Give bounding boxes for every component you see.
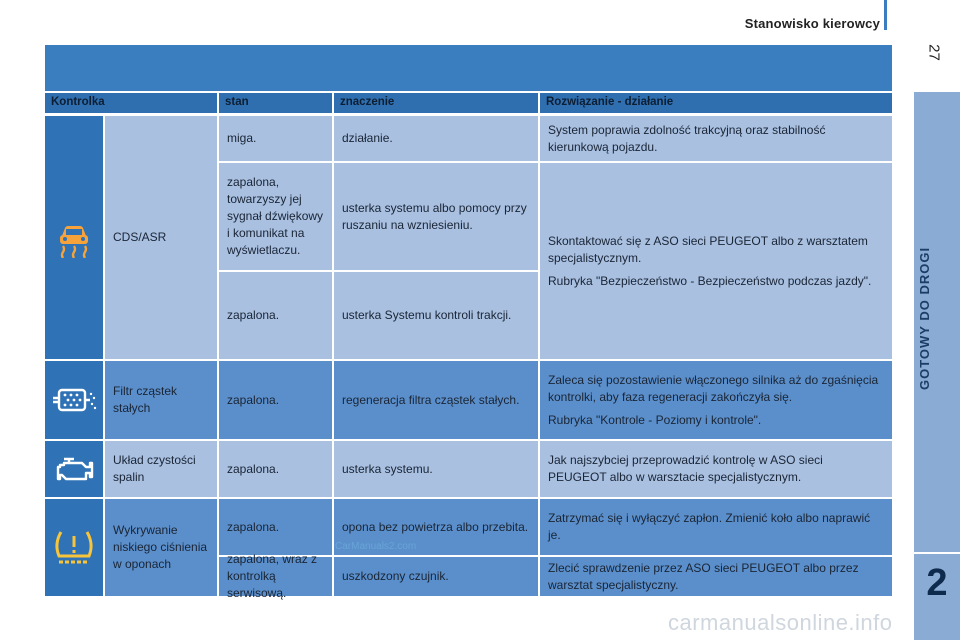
meaning-cell: opona bez powietrza albo przebita. bbox=[334, 499, 538, 555]
engine-icon bbox=[54, 453, 94, 485]
table-banner bbox=[45, 45, 892, 91]
table-row-icon-cell bbox=[45, 441, 103, 497]
chapter-number: 2 bbox=[926, 562, 948, 604]
state-cell: zapalona, wraz z kontrolką serwisową. bbox=[219, 557, 332, 596]
table-row-icon-cell bbox=[45, 116, 103, 359]
warning-name: Filtr cząstek stałych bbox=[105, 361, 217, 439]
particle-filter-icon bbox=[51, 384, 97, 416]
warning-name: CDS/ASR bbox=[105, 116, 217, 359]
column-header-kontrolka: Kontrolka bbox=[45, 93, 217, 113]
warning-name: Układ czystości spalin bbox=[105, 441, 217, 497]
action-cell: Zaleca się pozostawienie włączonego silnika aż do zgaśnięcia kontrolki, aby faza regeneracji zakończyła się. Rubryka "Kontrole - Poziomy i kontrole". bbox=[540, 361, 892, 439]
page-number: 27 bbox=[925, 44, 943, 61]
column-header-znaczenie: znaczenie bbox=[334, 93, 538, 113]
meaning-cell: regeneracja filtra cząstek stałych. bbox=[334, 361, 538, 439]
state-cell: zapalona. bbox=[219, 272, 332, 359]
state-cell: zapalona. bbox=[219, 361, 332, 439]
meaning-cell: uszkodzony czujnik. bbox=[334, 557, 538, 596]
skid-car-icon bbox=[54, 218, 94, 258]
column-header-stan: stan bbox=[219, 93, 332, 113]
meaning-cell: działanie. bbox=[334, 116, 538, 161]
state-cell: zapalona. bbox=[219, 441, 332, 497]
action-cell: System poprawia zdolność trakcyjną oraz stabilność kierunkową pojazdu. bbox=[540, 116, 892, 161]
meaning-cell: usterka Systemu kontroli trakcji. bbox=[334, 272, 538, 359]
action-cell: Skontaktować się z ASO sieci PEUGEOT albo z warsztatem specjalistycznym. Rubryka "Bezpieczeństwo - Bezpieczeństwo podczas jazdy". bbox=[540, 163, 892, 359]
meaning-cell: usterka systemu albo pomocy przy ruszaniu na wzniesieniu. bbox=[334, 163, 538, 270]
warning-lights-table bbox=[45, 45, 892, 600]
state-cell: zapalona. bbox=[219, 499, 332, 555]
page-section-title: Stanowisko kierowcy bbox=[744, 16, 880, 31]
state-cell: miga. bbox=[219, 116, 332, 161]
tyre-pressure-icon bbox=[51, 528, 97, 568]
state-cell: zapalona, towarzyszy jej sygnał dźwiękowy i komunikat na wyświetlaczu. bbox=[219, 163, 332, 270]
watermark-text: CarManuals2.com bbox=[335, 541, 417, 552]
table-row-icon-cell bbox=[45, 361, 103, 439]
action-cell: Jak najszybciej przeprowadzić kontrolę w ASO sieci PEUGEOT albo w warsztacie specjalistycznym. bbox=[540, 441, 892, 497]
chapter-label: GOTOWY DO DROGI bbox=[917, 246, 932, 390]
column-header-rozwiazanie: Rozwiązanie - działanie bbox=[540, 93, 892, 113]
table-row-icon-cell bbox=[45, 499, 103, 596]
header-rule bbox=[884, 0, 887, 30]
meaning-cell: usterka systemu. bbox=[334, 441, 538, 497]
action-cell: Zlecić sprawdzenie przez ASO sieci PEUGEOT albo przez warsztat specjalistyczny. bbox=[540, 557, 892, 596]
action-cell: Zatrzymać się i wyłączyć zapłon. Zmienić koło albo naprawić je. bbox=[540, 499, 892, 555]
footer-site-logo: carmanualsonline.info bbox=[668, 610, 893, 635]
side-tab-divider bbox=[914, 552, 960, 554]
warning-name: Wykrywanie niskiego ciśnienia w oponach bbox=[105, 499, 217, 596]
